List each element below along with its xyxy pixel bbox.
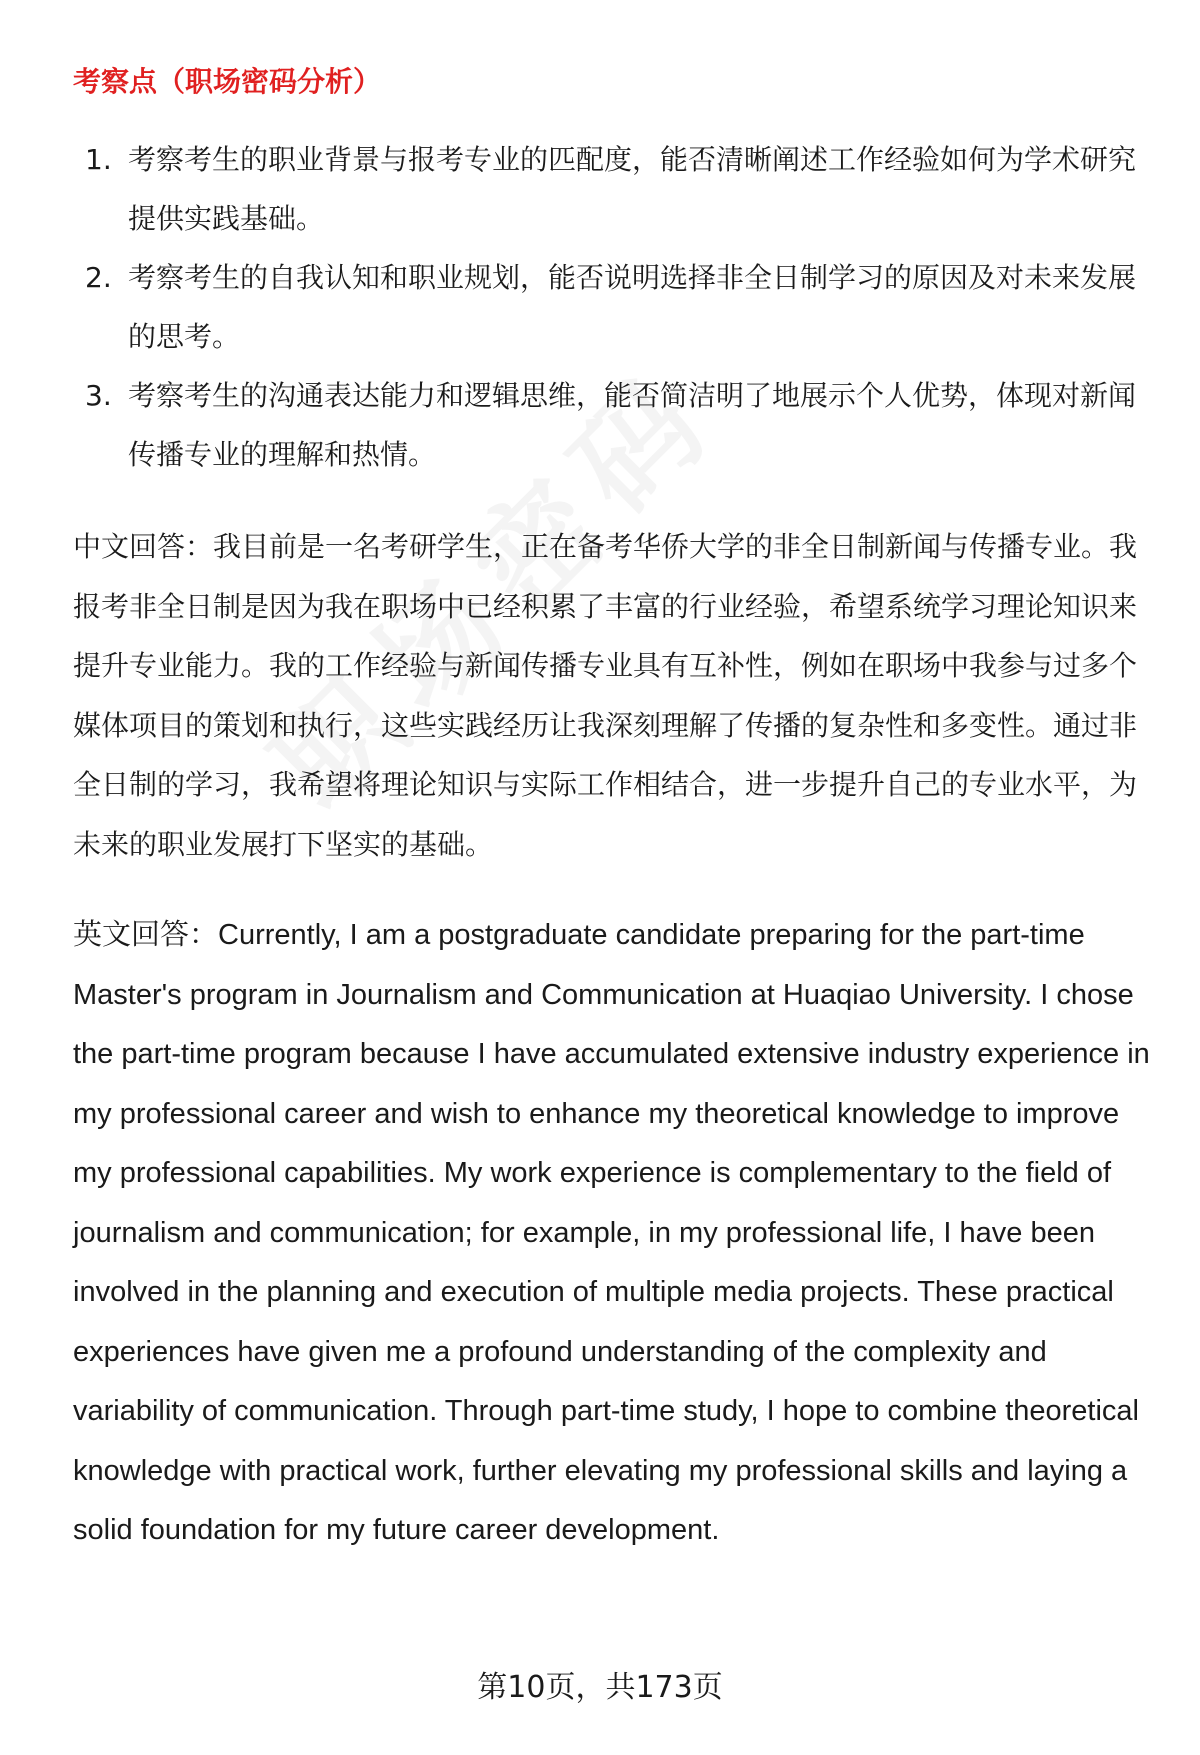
chinese-answer <box>73 517 1158 874</box>
list-item <box>73 366 1153 484</box>
list-item-text: 考察考生的沟通表达能力和逻辑思维，能否简洁明了地展示个人优势，体现对新闻传播专业的理解和热情。 <box>128 379 1137 471</box>
list-item <box>73 248 1153 366</box>
chinese-answer-text: 我目前是一名考研学生，正在备考华侨大学的非全日制新闻与传播专业。我报考非全日制是因为我在职场中已经积累了丰富的行业经验，希望系统学习理论知识来提升专业能力。我的工作经验与新闻传播专业具有互补性，例如在职场中我参与过多个媒体项目的策划和执行，这些实践经历让我深刻理解了传播的复杂性和多变性。通过非全日制的学习，我希望将理论知识与实际工作相结合，进一步提升自己的专业水平，为未来的职业发展打下坚实的基础。 <box>73 530 1138 861</box>
english-answer-label: 英文回答： <box>73 919 219 951</box>
section-title: 考察点（职场密码分析） <box>73 65 382 98</box>
list-item-number: 2. <box>85 261 112 294</box>
criteria-list <box>73 130 1153 484</box>
page-number: 第10页，共173页 <box>477 1670 723 1705</box>
english-answer <box>73 906 1158 1561</box>
chinese-answer-label: 中文回答： <box>73 530 214 563</box>
list-item-text: 考察考生的自我认知和职业规划，能否说明选择非全日制学习的原因及对未来发展的思考。 <box>128 261 1137 353</box>
list-item <box>73 130 1153 248</box>
list-item-text: 考察考生的职业背景与报考专业的匹配度，能否清晰阐述工作经验如何为学术研究提供实践基础。 <box>128 143 1137 235</box>
list-item-number: 1. <box>85 143 112 176</box>
english-answer-text: Currently, I am a postgraduate candidate preparing for the part-time Master's program in Journalism and Communication at Huaqiao University. I chose the part-time program because I have accumulated extensive industry experience in my professional career and wish to enhance my theoretical knowledge to improve my professional capabilities. My work experience is complementary to the field of journalism and communication; for example, in my professional life, I have been involved in the planning and execution of multiple media projects. These practical experiences have given me a profound understanding of the complexity and variability of communication. Through part-time study, I hope to combine theoretical knowledge with practical work, further elevating my professional skills and laying a solid foundation for my future career development. <box>73 919 1150 1546</box>
list-item-number: 3. <box>85 379 112 412</box>
